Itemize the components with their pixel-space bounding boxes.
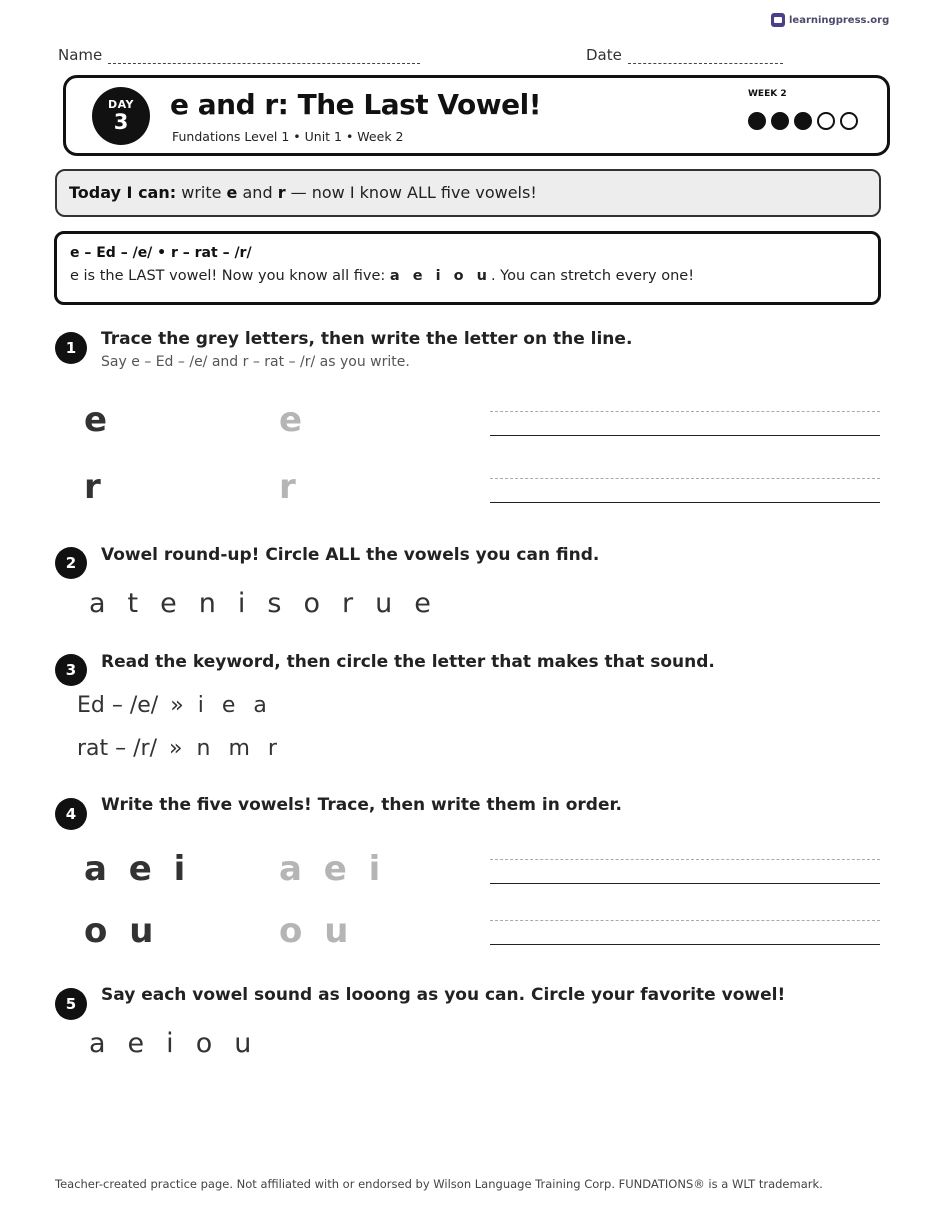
info-text (70, 268, 865, 284)
name-label: Name (58, 46, 103, 64)
letter-choice[interactable]: i (197, 693, 204, 718)
brand (771, 13, 889, 27)
today-letter-r: r (277, 183, 286, 202)
date-line (628, 50, 783, 64)
model-vowels: o u (84, 911, 154, 951)
question-3-title: Read the keyword, then circle the letter that makes that sound. (101, 652, 715, 672)
question-number-5: 5 (55, 988, 87, 1020)
circle-letter[interactable]: e (160, 588, 177, 619)
date-label: Date (586, 46, 622, 64)
keyword-row (77, 693, 285, 718)
date-field[interactable] (586, 46, 783, 64)
day-badge (92, 87, 150, 145)
circle-letter[interactable]: s (267, 588, 282, 619)
name-line (108, 50, 420, 64)
letter-choice[interactable]: m (228, 736, 250, 761)
today-letter-e: e (226, 183, 238, 202)
today-box (55, 169, 881, 217)
question-2-title: Vowel round-up! Circle ALL the vowels you can find. (101, 545, 600, 565)
trace-vowels[interactable]: o u (279, 911, 349, 951)
week-label: WEEK 2 (748, 89, 787, 99)
info-text-before: e is the LAST vowel! Now you know all five: (70, 268, 390, 284)
circle-letter[interactable]: i (166, 1028, 174, 1059)
progress-dot (748, 112, 766, 130)
today-text-2: and (237, 183, 278, 202)
model-letter: e (84, 400, 108, 440)
keyword: Ed – /e/ (77, 693, 159, 718)
question-4-title: Write the five vowels! Trace, then write them in order. (101, 795, 622, 815)
day-number: 3 (113, 110, 129, 134)
favorite-vowel-letters (89, 1028, 251, 1059)
today-text-1: write (176, 183, 227, 202)
question-number-1: 1 (55, 332, 87, 364)
header-box (63, 75, 890, 156)
page-title: e and r: The Last Vowel! (170, 88, 542, 121)
book-icon (771, 13, 785, 27)
circle-letter[interactable]: a (89, 1028, 106, 1059)
name-field[interactable] (58, 46, 420, 64)
circle-letter[interactable]: i (237, 588, 246, 619)
progress-dot (840, 112, 858, 130)
letter-choice[interactable]: r (267, 736, 277, 761)
question-number-3: 3 (55, 654, 87, 686)
circle-letter[interactable]: o (303, 588, 321, 619)
circle-letter[interactable]: e (414, 588, 431, 619)
brand-text: learningpress.org (789, 14, 890, 26)
keyword: rat – /r/ (77, 736, 158, 761)
keyword-row (77, 736, 295, 761)
page-subtitle: Fundations Level 1 • Unit 1 • Week 2 (172, 129, 404, 144)
info-vowels: a e i o u (389, 268, 491, 284)
circle-letter[interactable]: a (89, 588, 106, 619)
writing-line[interactable] (490, 411, 880, 436)
day-label: DAY (107, 98, 135, 111)
writing-line[interactable] (490, 859, 880, 884)
model-vowels: a e i (84, 849, 186, 889)
question-number-4: 4 (55, 798, 87, 830)
writing-line[interactable] (490, 920, 880, 945)
info-box (54, 231, 881, 305)
question-5-title: Say each vowel sound as looong as you can. Circle your favorite vowel! (101, 985, 786, 1005)
question-1-title: Trace the grey letters, then write the letter on the line. (101, 329, 633, 349)
week-progress (748, 112, 858, 130)
vowel-roundup-letters (89, 588, 431, 619)
circle-letter[interactable]: t (127, 588, 139, 619)
trace-letter[interactable]: e (279, 400, 303, 440)
arrow: » (170, 693, 184, 718)
info-text-after: . You can stretch every one! (490, 268, 695, 284)
progress-dot (771, 112, 789, 130)
letter-choice[interactable]: e (221, 693, 236, 718)
circle-letter[interactable]: e (127, 1028, 145, 1059)
circle-letter[interactable]: o (195, 1028, 213, 1059)
letter-choice[interactable]: a (253, 693, 267, 718)
writing-line[interactable] (490, 478, 880, 503)
question-1-sub: Say e – Ed – /e/ and r – rat – /r/ as you write. (101, 354, 410, 370)
arrow: » (169, 736, 183, 761)
progress-dot (794, 112, 812, 130)
trace-letter[interactable]: r (279, 467, 296, 507)
today-lead: Today I can: (69, 183, 177, 202)
trace-vowels[interactable]: a e i (279, 849, 381, 889)
footer-disclaimer: Teacher-created practice page. Not affiliated with or endorsed by Wilson Language Training Corp. FUNDATIONS® is a WLT trademark. (55, 1177, 823, 1191)
circle-letter[interactable]: u (234, 1028, 252, 1059)
info-heading: e – Ed – /e/ • r – rat – /r/ (70, 245, 252, 261)
circle-letter[interactable]: n (198, 588, 216, 619)
today-text-3: — now I know ALL five vowels! (285, 183, 537, 202)
circle-letter[interactable]: r (342, 588, 354, 619)
progress-dot (817, 112, 835, 130)
letter-choice[interactable]: n (196, 736, 211, 761)
circle-letter[interactable]: u (375, 588, 393, 619)
question-number-2: 2 (55, 547, 87, 579)
model-letter: r (84, 467, 101, 507)
